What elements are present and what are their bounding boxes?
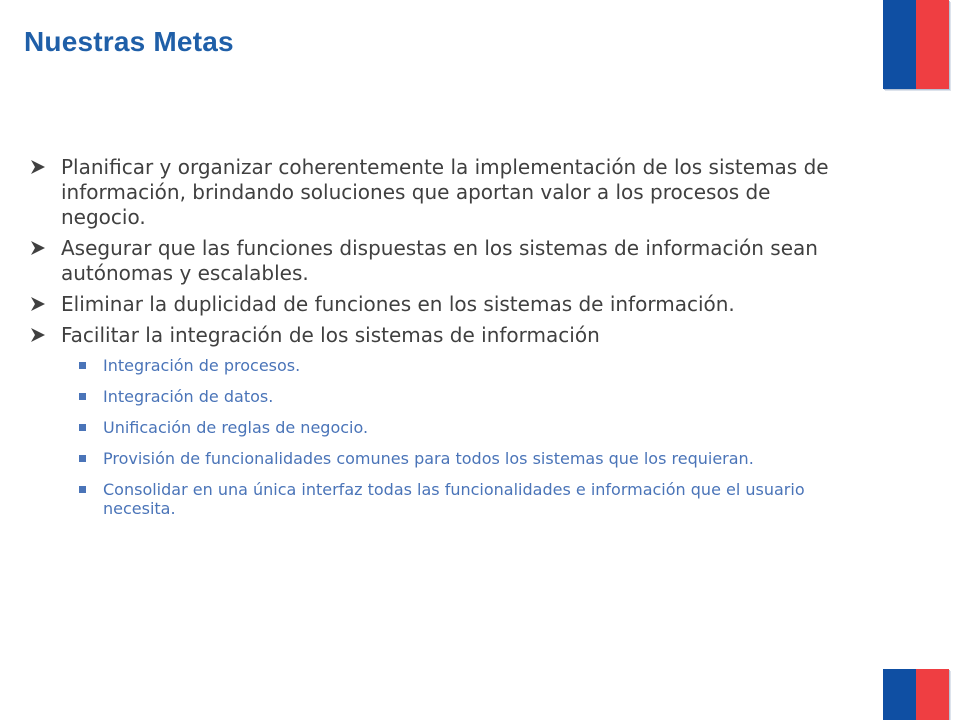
square-bullet-icon	[79, 393, 86, 400]
bullet-item	[30, 236, 850, 286]
sub-bullet-item	[61, 480, 850, 518]
arrow-bullet-icon	[30, 327, 46, 343]
flag-red-stripe	[916, 0, 949, 89]
bullet-item	[30, 292, 850, 317]
square-bullet-icon	[79, 486, 86, 493]
square-bullet-icon	[79, 455, 86, 462]
arrow-bullet-icon	[30, 296, 46, 312]
bullet-text: Asegurar que las funciones dispuestas en los sistemas de información sean autónomas y escalables.	[61, 236, 818, 285]
sub-bullet-text: Integración de datos.	[103, 387, 274, 406]
sub-bullet-text: Integración de procesos.	[103, 356, 301, 375]
bullet-list	[30, 155, 850, 530]
flag-decoration-top	[883, 0, 949, 89]
bullet-item	[30, 155, 850, 230]
sub-bullet-text: Unificación de reglas de negocio.	[103, 418, 369, 437]
arrow-bullet-icon	[30, 240, 46, 256]
sub-bullet-item	[61, 449, 850, 468]
square-bullet-icon	[79, 362, 86, 369]
sub-bullet-list	[61, 356, 850, 518]
arrow-bullet-icon	[30, 159, 46, 175]
flag-blue-stripe	[883, 669, 916, 720]
sub-bullet-item	[61, 418, 850, 437]
flag-blue-stripe	[883, 0, 916, 89]
flag-red-stripe	[916, 669, 949, 720]
bullet-text: Eliminar la duplicidad de funciones en los sistemas de información.	[61, 292, 735, 316]
flag-decoration-bottom	[883, 669, 949, 720]
sub-bullet-item	[61, 356, 850, 375]
slide-title: Nuestras Metas	[24, 26, 234, 57]
bullet-text: Facilitar la integración de los sistemas de información	[61, 323, 600, 347]
bullet-item	[30, 323, 850, 518]
bullet-text: Planificar y organizar coherentemente la implementación de los sistemas de información, brindando soluciones que aportan valor a los procesos de negocio.	[61, 155, 829, 229]
sub-bullet-item	[61, 387, 850, 406]
square-bullet-icon	[79, 424, 86, 431]
sub-bullet-text: Provisión de funcionalidades comunes para todos los sistemas que los requieran.	[103, 449, 754, 468]
sub-bullet-text: Consolidar en una única interfaz todas las funcionalidades e información que el usuario necesita.	[103, 480, 805, 518]
